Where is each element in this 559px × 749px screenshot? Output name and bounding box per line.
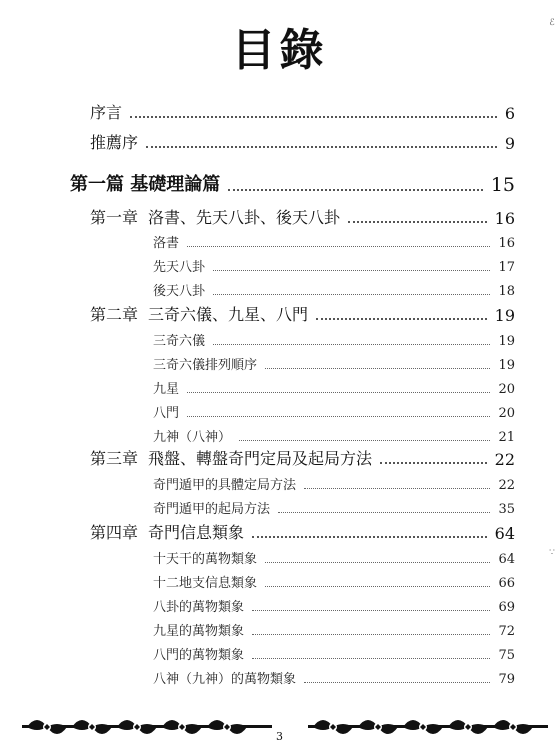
dot-leader <box>265 561 490 563</box>
section-page: 19 <box>498 334 515 349</box>
chapter-number: 第四章 <box>90 523 139 542</box>
part-label: 第一篇 基礎理論篇 <box>70 174 221 195</box>
dot-leader <box>146 145 497 148</box>
dot-leader <box>252 609 490 611</box>
section-entry <box>153 330 515 349</box>
dot-leader <box>239 439 490 441</box>
front-matter-entry <box>90 130 515 153</box>
dot-leader <box>187 415 490 417</box>
section-label: 八卦的萬物類象 <box>153 600 245 615</box>
section-entry <box>153 668 515 687</box>
section-entry <box>153 378 515 397</box>
part-entry <box>70 170 515 196</box>
entry-page: 6 <box>504 104 515 123</box>
section-entry <box>153 572 515 591</box>
section-page: 64 <box>498 552 515 567</box>
dot-leader <box>316 317 487 320</box>
chapter-page: 19 <box>494 306 515 325</box>
dot-leader <box>213 269 490 271</box>
ornament-left <box>22 712 272 742</box>
section-entry <box>153 426 515 445</box>
entry-label: 推薦序 <box>90 133 139 152</box>
dot-leader <box>130 115 497 118</box>
section-label: 九星的萬物類象 <box>153 624 245 639</box>
section-page: 20 <box>498 382 515 397</box>
dot-leader <box>304 487 490 489</box>
section-label: 八門的萬物類象 <box>153 648 245 663</box>
chapter-number: 第三章 <box>90 449 139 468</box>
chapter-title: 飛盤、轉盤奇門定局及起局方法 <box>148 449 373 468</box>
section-entry <box>153 256 515 275</box>
section-page: 35 <box>498 502 515 517</box>
front-matter-entry <box>90 100 515 123</box>
entry-page: 9 <box>504 134 515 153</box>
dot-leader <box>252 535 487 538</box>
dot-leader <box>252 657 490 659</box>
section-page: 16 <box>498 236 515 251</box>
dot-leader <box>304 681 490 683</box>
section-page: 18 <box>498 284 515 299</box>
section-label: 奇門遁甲的起局方法 <box>153 502 271 517</box>
section-page: 79 <box>498 672 515 687</box>
section-label: 洛書 <box>153 236 180 251</box>
dot-leader <box>252 633 490 635</box>
chapter-entry <box>90 520 515 543</box>
dot-leader <box>187 245 490 247</box>
section-page: 69 <box>498 600 515 615</box>
chapter-number: 第一章 <box>90 208 139 227</box>
page-title: 目錄 <box>231 25 328 76</box>
entry-label: 序言 <box>90 103 123 122</box>
section-label: 八神（九神）的萬物類象 <box>153 672 297 687</box>
section-entry <box>153 644 515 663</box>
section-entry <box>153 354 515 373</box>
section-page: 20 <box>498 406 515 421</box>
chapter-entry <box>90 446 515 469</box>
dot-leader <box>265 585 490 587</box>
section-label: 先天八卦 <box>153 260 206 275</box>
section-page: 19 <box>498 358 515 373</box>
ornament-right <box>308 712 548 742</box>
section-entry <box>153 232 515 251</box>
chapter-entry <box>90 302 515 325</box>
section-label: 九星 <box>153 382 180 397</box>
section-entry <box>153 280 515 299</box>
section-label: 九神（八神） <box>153 430 232 445</box>
chapter-page: 64 <box>494 524 515 543</box>
section-label: 十天干的萬物類象 <box>153 552 258 567</box>
section-entry <box>153 474 515 493</box>
dot-leader <box>213 343 490 345</box>
section-entry <box>153 548 515 567</box>
section-entry <box>153 402 515 421</box>
chapter-page: 22 <box>494 450 515 469</box>
dot-leader <box>187 391 490 393</box>
section-label: 三奇六儀排列順序 <box>153 358 258 373</box>
dot-leader <box>228 188 483 191</box>
page-number: 3 <box>276 730 283 743</box>
chapter-title: 奇門信息類象 <box>148 523 245 542</box>
section-entry <box>153 596 515 615</box>
part-page: 15 <box>490 174 515 196</box>
chapter-number: 第二章 <box>90 305 139 324</box>
chapter-title: 洛書、先天八卦、後天八卦 <box>148 208 341 227</box>
dot-leader <box>265 367 490 369</box>
dot-leader <box>278 511 490 513</box>
section-label: 奇門遁甲的具體定局方法 <box>153 478 297 493</box>
section-label: 八門 <box>153 406 180 421</box>
section-page: 66 <box>498 576 515 591</box>
chapter-title: 三奇六儀、九星、八門 <box>148 305 309 324</box>
section-label: 三奇六儀 <box>153 334 206 349</box>
dot-leader <box>213 293 490 295</box>
dot-leader <box>380 461 487 464</box>
section-page: 17 <box>498 260 515 275</box>
section-entry <box>153 498 515 517</box>
section-label: 十二地支信息類象 <box>153 576 258 591</box>
edge-mark-middle: ∵ <box>549 548 555 558</box>
section-page: 75 <box>498 648 515 663</box>
section-page: 22 <box>498 478 515 493</box>
section-entry <box>153 620 515 639</box>
dot-leader <box>348 220 487 223</box>
chapter-entry <box>90 205 515 228</box>
section-page: 72 <box>498 624 515 639</box>
chapter-page: 16 <box>494 209 515 228</box>
section-label: 後天八卦 <box>153 284 206 299</box>
section-page: 21 <box>498 430 515 445</box>
edge-mark-top: ℰ <box>549 18 555 28</box>
